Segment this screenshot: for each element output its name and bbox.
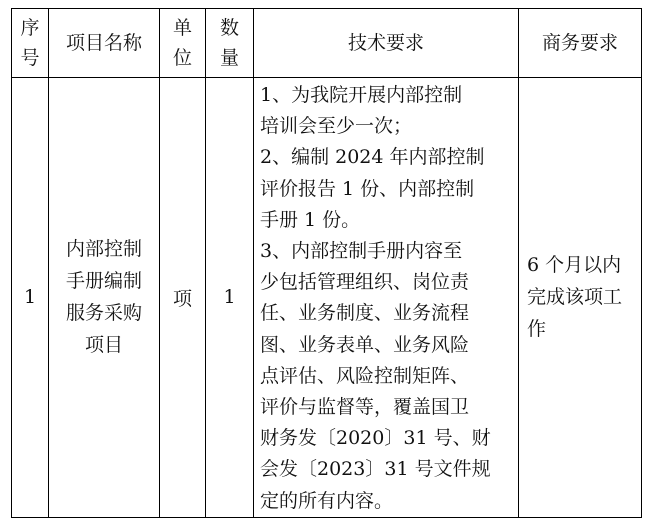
header-seq-line-2: 号 bbox=[20, 47, 40, 69]
tech-line: 手册 1 份。 bbox=[260, 208, 361, 231]
header-name: 项目名称 bbox=[49, 9, 160, 78]
cell-name-line: 手册编制 bbox=[65, 270, 142, 293]
header-tech: 技术要求 bbox=[254, 9, 519, 78]
header-qty-line-1: 数 bbox=[219, 17, 239, 39]
tech-line: 会发〔2023〕31 号文件规 bbox=[260, 458, 491, 481]
cell-name bbox=[49, 78, 160, 518]
biz-line: 6 个月以内 bbox=[527, 254, 622, 277]
tech-line: 3、内部控制手册内容至 bbox=[260, 240, 463, 263]
cell-name-line: 服务采购 bbox=[65, 302, 142, 325]
tech-line: 2、编制 2024 年内部控制 bbox=[260, 146, 485, 169]
tech-line: 定的所有内容。 bbox=[260, 489, 394, 512]
table-row bbox=[12, 78, 642, 518]
tech-line: 1、为我院开展内部控制 bbox=[260, 84, 463, 106]
cell-name-line: 项目 bbox=[84, 334, 123, 357]
procurement-table bbox=[11, 8, 642, 518]
cell-unit: 项 bbox=[160, 78, 206, 518]
header-seq-line-1: 序 bbox=[20, 17, 40, 39]
table-header-row bbox=[12, 9, 642, 78]
biz-line: 完成该项工 bbox=[527, 286, 623, 309]
header-qty bbox=[206, 9, 254, 78]
tech-line: 图、业务表单、业务风险 bbox=[260, 333, 470, 356]
cell-tech-requirements bbox=[254, 78, 519, 518]
header-biz: 商务要求 bbox=[519, 9, 642, 78]
tech-line: 点评估、风险控制矩阵、 bbox=[260, 364, 470, 387]
tech-line: 少包括管理组织、岗位责 bbox=[260, 271, 470, 294]
header-unit bbox=[160, 9, 206, 78]
tech-line: 评价报告 1 份、内部控制 bbox=[260, 177, 475, 200]
tech-line: 培训会至少一次； bbox=[260, 115, 413, 138]
header-seq bbox=[12, 9, 49, 78]
header-unit-line-2: 位 bbox=[172, 47, 192, 69]
tech-line: 财务发〔2020〕31 号、财 bbox=[260, 427, 491, 450]
header-unit-line-1: 单 bbox=[172, 17, 192, 39]
cell-seq: 1 bbox=[12, 78, 49, 518]
biz-line: 作 bbox=[527, 318, 547, 341]
cell-name-line: 内部控制 bbox=[65, 238, 142, 261]
cell-biz-requirements bbox=[519, 78, 642, 518]
header-qty-line-2: 量 bbox=[219, 47, 239, 69]
tech-line: 任、业务制度、业务流程 bbox=[260, 302, 470, 325]
cell-qty: 1 bbox=[206, 78, 254, 518]
tech-line: 评价与监督等，覆盖国卫 bbox=[260, 396, 470, 419]
